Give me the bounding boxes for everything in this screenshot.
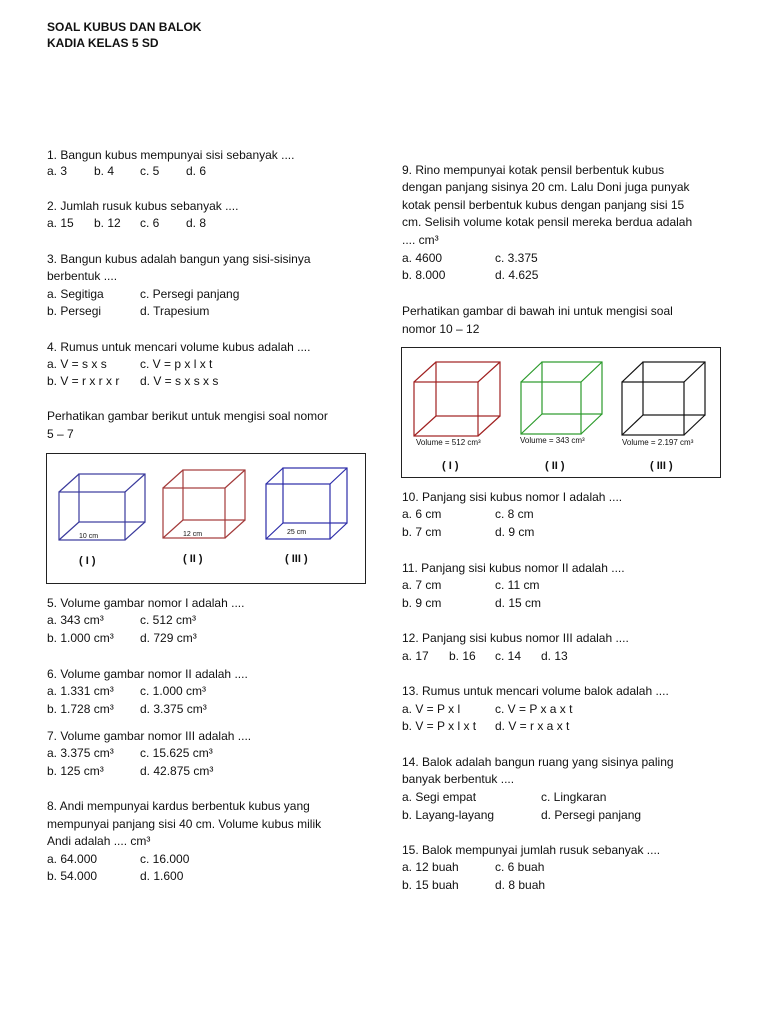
q7-option-a: a. 3.375 cm³: [47, 746, 114, 760]
q14-option-b: b. Layang-layang: [402, 808, 495, 822]
q5-option-d: d. 729 cm³: [140, 631, 197, 645]
q3-option-b: b. Persegi: [47, 304, 102, 318]
cube-3-number: ( III ): [285, 553, 308, 565]
document-subtitle: KADIA KELAS 5 SD: [47, 36, 159, 50]
q2-option-b: b. 12: [94, 216, 121, 230]
instruction-10-12: Perhatikan gambar di bawah ini untuk mengisi soal: [402, 304, 673, 318]
q13-option-d: d. V = r x a x t: [495, 719, 570, 733]
question-5: 5. Volume gambar nomor I adalah ....: [47, 596, 245, 610]
q12-option-b: b. 16: [449, 649, 476, 663]
q3-option-d: d. Trapesium: [140, 304, 210, 318]
question-8-cont: mempunyai panjang sisi 40 cm. Volume kubus milik: [47, 817, 322, 831]
instruction-5-7-cont: 5 – 7: [47, 427, 74, 441]
q9-option-c: c. 3.375: [495, 251, 538, 265]
cube-3-drawing: [266, 468, 347, 539]
cube-1-number: ( I ): [79, 555, 96, 567]
q11-option-c: c. 11 cm: [495, 578, 540, 592]
question-2: 2. Jumlah rusuk kubus sebanyak ....: [47, 199, 239, 213]
q14-option-c: c. Lingkaran: [541, 790, 607, 804]
q7-option-b: b. 125 cm³: [47, 764, 104, 778]
cube-figure-box-right: [401, 347, 721, 478]
q10-option-d: d. 9 cm: [495, 525, 535, 539]
question-8: 8. Andi mempunyai kardus berbentuk kubus yang: [47, 799, 310, 813]
q12-option-a: a. 17: [402, 649, 429, 663]
q3-option-c: c. Persegi panjang: [140, 287, 240, 301]
q11-option-d: d. 15 cm: [495, 596, 542, 610]
cube-1-drawing: [59, 474, 145, 540]
cube-I-volume-label: Volume = 512 cm³: [416, 438, 481, 447]
q5-option-c: c. 512 cm³: [140, 613, 197, 627]
q5-option-b: b. 1.000 cm³: [47, 631, 114, 645]
question-14-cont: banyak berbentuk ....: [402, 772, 515, 786]
q2-option-a: a. 15: [47, 216, 74, 230]
cube-II-number: ( II ): [545, 460, 565, 472]
q12-option-c: c. 14: [495, 649, 522, 663]
question-9-cont2: kotak pensil berbentuk kubus dengan panjang sisi 15: [402, 198, 685, 212]
cube-II-volume-label: Volume = 343 cm³: [520, 436, 585, 445]
q6-option-c: c. 1.000 cm³: [140, 684, 207, 698]
q8-option-a: a. 64.000: [47, 852, 98, 866]
q13-option-c: c. V = P x a x t: [495, 702, 573, 716]
question-12: 12. Panjang sisi kubus nomor III adalah ....: [402, 631, 629, 645]
q6-option-b: b. 1.728 cm³: [47, 702, 114, 716]
cube-III-number: ( III ): [650, 460, 673, 472]
q7-option-d: d. 42.875 cm³: [140, 764, 214, 778]
question-4: 4. Rumus untuk mencari volume kubus adalah ....: [47, 340, 311, 354]
q15-option-d: d. 8 buah: [495, 878, 546, 892]
q15-option-c: c. 6 buah: [495, 860, 545, 874]
q8-option-c: c. 16.000: [140, 852, 190, 866]
q4-option-d: d. V = s x s x s: [140, 374, 219, 388]
q10-option-a: a. 6 cm: [402, 507, 442, 521]
q2-option-c: c. 6: [140, 216, 160, 230]
cube-III-drawing: [622, 362, 705, 435]
q1-option-a: a. 3: [47, 164, 68, 178]
q15-option-b: b. 15 buah: [402, 878, 459, 892]
q14-option-d: d. Persegi panjang: [541, 808, 642, 822]
q2-option-d: d. 8: [186, 216, 207, 230]
cube-1-side-label: 10 cm: [79, 533, 99, 540]
question-9-cont3: cm. Selisih volume kotak pensil mereka berdua adalah: [402, 215, 693, 229]
cube-I-number: ( I ): [442, 460, 459, 472]
q3-option-a: a. Segitiga: [47, 287, 104, 301]
q8-option-b: b. 54.000: [47, 869, 98, 883]
cube-II-drawing: [521, 362, 602, 434]
question-6: 6. Volume gambar nomor II adalah ....: [47, 667, 248, 681]
cube-I-drawing: [414, 362, 500, 436]
q6-option-a: a. 1.331 cm³: [47, 684, 114, 698]
q7-option-c: c. 15.625 cm³: [140, 746, 213, 760]
question-14: 14. Balok adalah bangun ruang yang sisinya paling: [402, 755, 674, 769]
q13-option-a: a. V = P x l: [402, 702, 461, 716]
question-1: 1. Bangun kubus mempunyai sisi sebanyak ....: [47, 148, 295, 162]
q8-option-d: d. 1.600: [140, 869, 184, 883]
q10-option-b: b. 7 cm: [402, 525, 442, 539]
instruction-5-7: Perhatikan gambar berikut untuk mengisi soal nomor: [47, 409, 328, 423]
cube-III-volume-label: Volume = 2.197 cm³: [622, 438, 694, 447]
cube-2-side-label: 12 cm: [183, 531, 203, 538]
q12-option-d: d. 13: [541, 649, 568, 663]
instruction-10-12-cont: nomor 10 – 12: [402, 322, 480, 336]
cube-2-number: ( II ): [183, 553, 203, 565]
question-9-cont4: .... cm³: [402, 233, 439, 247]
question-7: 7. Volume gambar nomor III adalah ....: [47, 729, 252, 743]
question-8-cont2: Andi adalah .... cm³: [47, 834, 151, 848]
document-title: SOAL KUBUS DAN BALOK: [47, 20, 202, 34]
q4-option-a: a. V = s x s: [47, 357, 107, 371]
q4-option-b: b. V = r x r x r: [47, 374, 120, 388]
q13-option-b: b. V = P x l x t: [402, 719, 477, 733]
q5-option-a: a. 343 cm³: [47, 613, 104, 627]
q6-option-d: d. 3.375 cm³: [140, 702, 207, 716]
question-15: 15. Balok mempunyai jumlah rusuk sebanyak ....: [402, 843, 661, 857]
cube-2-drawing: [163, 470, 245, 538]
question-10: 10. Panjang sisi kubus nomor I adalah ....: [402, 490, 623, 504]
cube-3-side-label: 25 cm: [287, 529, 307, 536]
q9-option-d: d. 4.625: [495, 268, 539, 282]
q1-option-b: b. 4: [94, 164, 115, 178]
question-11: 11. Panjang sisi kubus nomor II adalah ....: [402, 561, 625, 575]
q15-option-a: a. 12 buah: [402, 860, 459, 874]
question-3-cont: berbentuk ....: [47, 269, 118, 283]
q9-option-a: a. 4600: [402, 251, 443, 265]
question-9-cont: dengan panjang sisinya 20 cm. Lalu Doni juga punyak: [402, 180, 690, 194]
q1-option-d: d. 6: [186, 164, 207, 178]
q11-option-b: b. 9 cm: [402, 596, 442, 610]
q14-option-a: a. Segi empat: [402, 790, 477, 804]
q9-option-b: b. 8.000: [402, 268, 446, 282]
question-3: 3. Bangun kubus adalah bangun yang sisi-sisinya: [47, 252, 311, 266]
q10-option-c: c. 8 cm: [495, 507, 534, 521]
question-13: 13. Rumus untuk mencari volume balok adalah ....: [402, 684, 669, 698]
cube-figure-box-left: [46, 453, 366, 584]
q4-option-c: c. V = p x l x t: [140, 357, 213, 371]
q11-option-a: a. 7 cm: [402, 578, 442, 592]
q1-option-c: c. 5: [140, 164, 160, 178]
question-9: 9. Rino mempunyai kotak pensil berbentuk kubus: [402, 163, 665, 177]
